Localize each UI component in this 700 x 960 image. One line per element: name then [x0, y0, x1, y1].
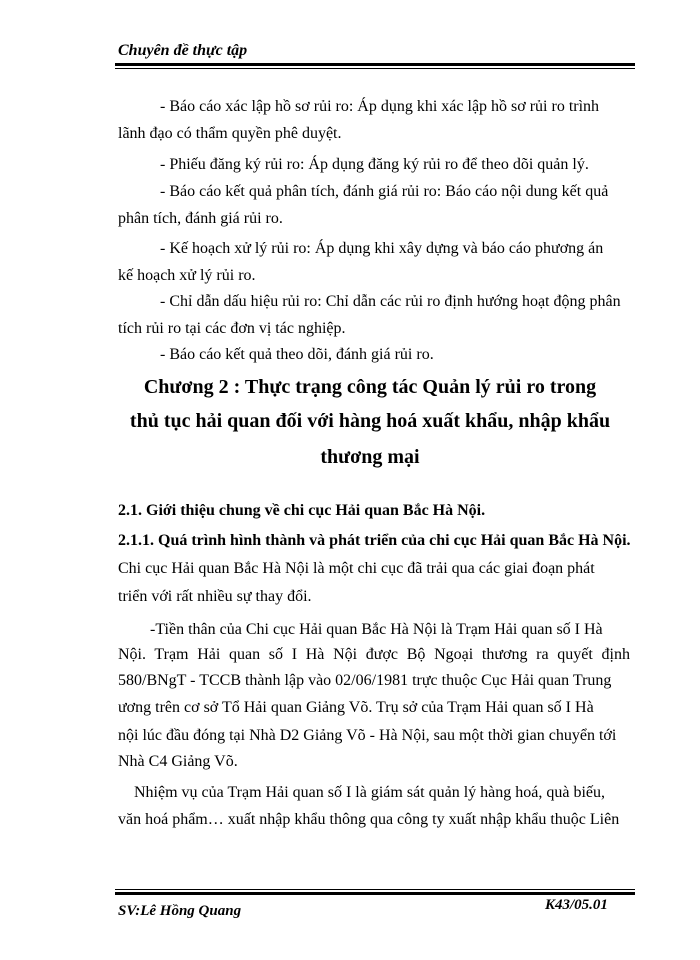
bullet-line: tích rủi ro tại các đơn vị tác nghiệp.	[118, 320, 346, 337]
header-rule-thin	[115, 68, 635, 69]
bullet-line: phân tích, đánh giá rủi ro.	[118, 210, 283, 227]
bullet-line: - Báo cáo kết quả phân tích, đánh giá rủi ro: Báo cáo nội dung kết quả	[160, 183, 609, 200]
paragraph-line: 580/BNgT - TCCB thành lập vào 02/06/1981 trực thuộc Cục Hải quan Trung	[118, 672, 612, 689]
bullet-line: - Chỉ dẫn dấu hiệu rủi ro: Chỉ dẫn các rủi ro định hướng hoạt động phân	[160, 293, 621, 310]
intro-line: Chi cục Hải quan Bắc Hà Nội là một chi cục đã trải qua các giai đoạn phát	[118, 560, 595, 577]
paragraph-line: nội lúc đầu đóng tại Nhà D2 Giảng Võ - Hà Nội, sau một thời gian chuyển tới	[118, 727, 617, 744]
bullet-line: kế hoạch xử lý rủi ro.	[118, 267, 256, 284]
bullet-line: - Báo cáo kết quả theo dõi, đánh giá rủi ro.	[160, 346, 434, 363]
intro-line: triển với rất nhiều sự thay đổi.	[118, 588, 312, 605]
footer-rule-thick	[115, 892, 635, 895]
footer-author: SV:Lê Hồng Quang	[118, 903, 242, 919]
bullet-line: - Báo cáo xác lập hồ sơ rủi ro: Áp dụng khi xác lập hồ sơ rủi ro trình	[160, 98, 600, 115]
header-rule-thick	[115, 63, 635, 66]
paragraph-line: Nhà C4 Giảng Võ.	[118, 753, 238, 770]
footer-rule-thin	[115, 889, 635, 890]
page-header-title: Chuyên đề thực tập	[118, 42, 248, 59]
chapter-title-line: thủ tục hải quan đối với hàng hoá xuất khẩu, nhập khẩu	[129, 410, 611, 432]
paragraph-line: văn hoá phẩm… xuất nhập khẩu thông qua công ty xuất nhập khẩu thuộc Liên	[118, 811, 620, 828]
bullet-line: lãnh đạo có thẩm quyền phê duyệt.	[118, 125, 342, 142]
paragraph-line: -Tiền thân của Chi cục Hải quan Bắc Hà Nội là Trạm Hải quan số I Hà	[150, 621, 603, 638]
chapter-title-line: Chương 2 : Thực trạng công tác Quản lý rủi ro trong	[143, 376, 597, 398]
footer-class-code: K43/05.01	[545, 897, 608, 913]
bullet-line: - Phiếu đăng ký rủi ro: Áp dụng đăng ký rủi ro để theo dõi quản lý.	[160, 156, 589, 173]
paragraph-line: Nhiệm vụ của Trạm Hải quan số I là giám sát quản lý hàng hoá, quà biếu,	[134, 784, 606, 801]
bullet-line: - Kế hoạch xử lý rủi ro: Áp dụng khi xây dựng và báo cáo phương án	[160, 240, 604, 257]
section-heading-2-1: 2.1. Giới thiệu chung về chi cục Hải quan Bắc Hà Nội.	[118, 502, 486, 519]
section-heading-2-1-1: 2.1.1. Quá trình hình thành và phát triển của chi cục Hải quan Bắc Hà Nội.	[118, 532, 631, 549]
paragraph-line: ương trên cơ sở Tổ Hải quan Giảng Võ. Trụ sở của Trạm Hải quan số I Hà	[118, 699, 594, 716]
paragraph-line: Nội. Trạm Hải quan số I Hà Nội được Bộ Ngoại thương ra quyết định	[118, 646, 630, 663]
chapter-title-line: thương mại	[320, 446, 420, 468]
